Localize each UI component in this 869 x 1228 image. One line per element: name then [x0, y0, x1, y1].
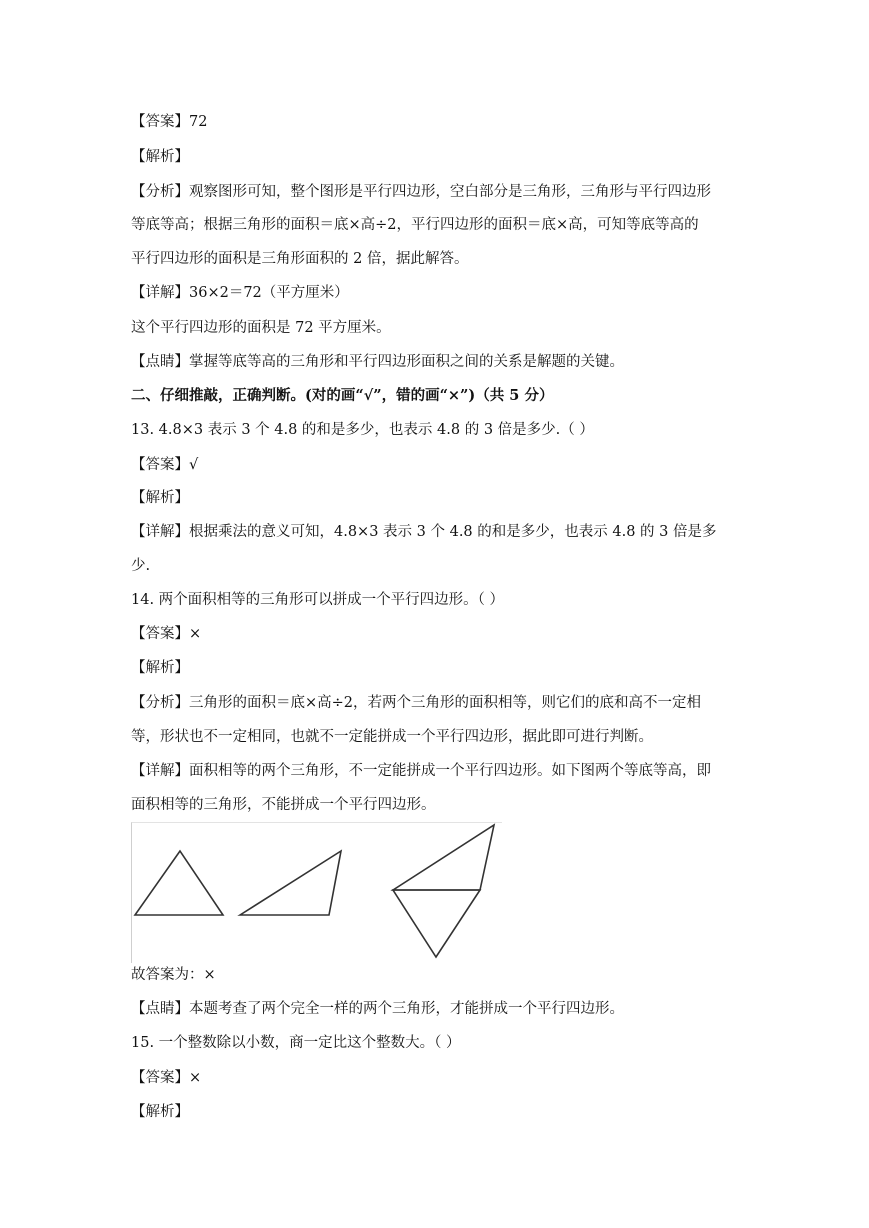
- detail-line-q12: 【详解】36×2＝72（平方厘米）: [131, 285, 349, 301]
- question-13: 13. 4.8×3 表示 3 个 4.8 的和是多少，也表示 4.8 的 3 倍是多少.（ ）: [131, 422, 594, 438]
- analysis-heading-q13: 【解析】: [131, 490, 189, 506]
- triangle-figure-drawing: [132, 823, 502, 963]
- analysis-text-q12-1: 【分析】观察图形可知，整个图形是平行四边形，空白部分是三角形，三角形与平行四边形: [131, 184, 711, 200]
- analysis-heading-q15: 【解析】: [131, 1104, 189, 1120]
- analysis-text-q14-1: 【分析】三角形的面积＝底×高÷2，若两个三角形的面积相等，则它们的底和高不一定相: [131, 695, 702, 711]
- detail-line-q14-1: 【详解】面积相等的两个三角形，不一定能拼成一个平行四边形。如下图两个等底等高，即: [131, 763, 711, 779]
- comment-line-q12: 【点睛】掌握等底等高的三角形和平行四边形面积之间的关系是解题的关键。: [131, 354, 624, 370]
- detail-line-q13-2: 少.: [131, 558, 151, 574]
- combined-shape-top-triangle: [393, 825, 494, 890]
- analysis-text-q12-2: 等底等高；根据三角形的面积＝底×高÷2，平行四边形的面积＝底×高，可知等底等高的: [131, 217, 699, 233]
- question-14: 14. 两个面积相等的三角形可以拼成一个平行四边形。（ ）: [131, 592, 505, 608]
- analysis-text-q14-2: 等，形状也不一定相同，也就不一定能拼成一个平行四边形，据此即可进行判断。: [131, 729, 653, 745]
- detail-line-q14-2: 面积相等的三角形，不能拼成一个平行四边形。: [131, 797, 436, 813]
- comment-line-q14: 【点睛】本题考查了两个完全一样的两个三角形，才能拼成一个平行四边形。: [131, 1001, 624, 1017]
- equilateral-triangle: [135, 851, 223, 915]
- answer-line-q15: 【答案】×: [131, 1070, 202, 1086]
- answer-line-q14: 【答案】×: [131, 626, 202, 642]
- section-heading-judgement: 二、仔细推敲，正确判断。(对的画“√”，错的画“×”)（共 5 分）: [131, 387, 554, 404]
- analysis-heading-q14: 【解析】: [131, 660, 189, 676]
- conclusion-line-q12: 这个平行四边形的面积是 72 平方厘米。: [131, 320, 391, 336]
- answer-line-q12: 【答案】72: [131, 114, 208, 130]
- detail-line-q13-1: 【详解】根据乘法的意义可知，4.8×3 表示 3 个 4.8 的和是多少，也表示 4.8 的 3 倍是多: [131, 524, 717, 540]
- analysis-text-q12-3: 平行四边形的面积是三角形面积的 2 倍，据此解答。: [131, 251, 469, 267]
- analysis-heading-q12: 【解析】: [131, 149, 189, 165]
- final-answer-q14: 故答案为：×: [131, 967, 216, 983]
- combined-shape-bottom-triangle: [393, 890, 480, 957]
- answer-line-q13: 【答案】√: [131, 457, 199, 473]
- question-15: 15. 一个整数除以小数，商一定比这个整数大。（ ）: [131, 1035, 461, 1051]
- obtuse-triangle: [240, 851, 341, 915]
- triangle-figure: [131, 822, 502, 963]
